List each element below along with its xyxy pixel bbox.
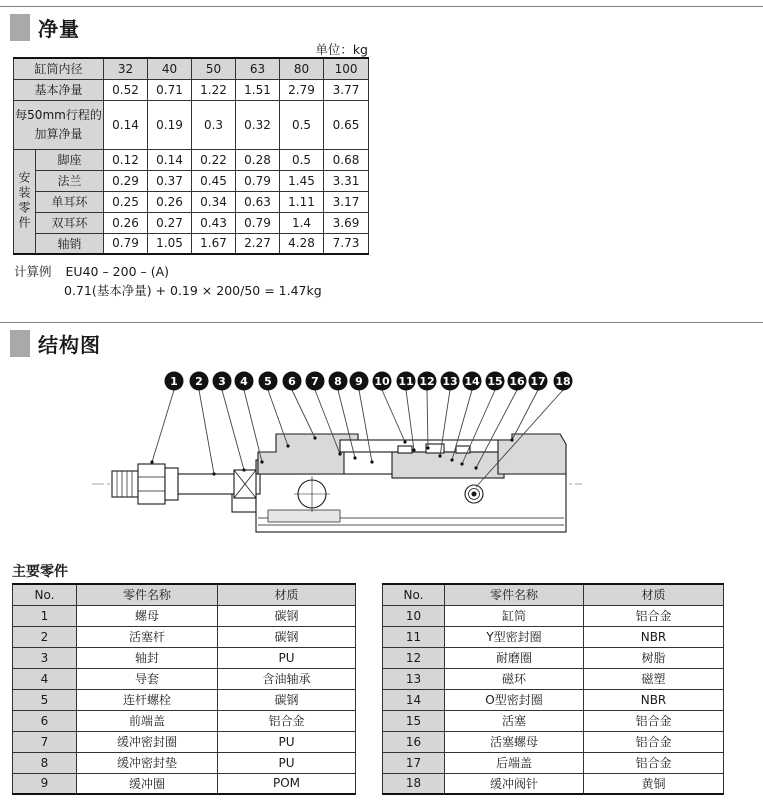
col-header-name: 零件名称 — [445, 584, 584, 605]
name-cell: 连杆螺栓 — [77, 689, 218, 710]
svg-text:18: 18 — [555, 375, 571, 388]
value-cell: 0.79 — [104, 233, 148, 254]
name-cell: 轴封 — [77, 647, 218, 668]
value-cell: 7.73 — [324, 233, 369, 254]
value-cell: 0.43 — [192, 212, 236, 233]
material-cell: 铝合金 — [584, 752, 724, 773]
material-cell: 碳钢 — [218, 605, 356, 626]
table-row — [13, 752, 356, 773]
svg-text:15: 15 — [487, 375, 503, 388]
name-cell: 缸筒 — [445, 605, 584, 626]
material-cell: PU — [218, 731, 356, 752]
row-label: 单耳环 — [36, 191, 104, 212]
name-cell: 前端盖 — [77, 710, 218, 731]
value-cell: 4.28 — [280, 233, 324, 254]
callout-2 — [190, 372, 216, 476]
table-row — [383, 668, 724, 689]
value-cell: 0.12 — [104, 149, 148, 170]
table-row — [13, 689, 356, 710]
bore-cell: 40 — [148, 58, 192, 79]
value-cell: 2.27 — [236, 233, 280, 254]
value-cell: 0.34 — [192, 191, 236, 212]
parts-table-right — [382, 583, 724, 795]
no-cell: 8 — [13, 752, 77, 773]
table-row — [383, 605, 724, 626]
rod-collar — [165, 468, 178, 500]
name-cell: 活塞杆 — [77, 626, 218, 647]
name-cell: 螺母 — [77, 605, 218, 626]
no-cell: 15 — [383, 710, 445, 731]
no-cell: 18 — [383, 773, 445, 794]
no-cell: 12 — [383, 647, 445, 668]
svg-text:11: 11 — [398, 375, 414, 388]
name-cell: 缓冲圈 — [77, 773, 218, 794]
value-cell: 0.26 — [104, 212, 148, 233]
svg-text:16: 16 — [509, 375, 525, 388]
svg-text:17: 17 — [530, 375, 546, 388]
calc-example-label: 计算例 — [14, 264, 52, 279]
row-label: 双耳环 — [36, 212, 104, 233]
table-row — [13, 668, 356, 689]
row-label-line1: 每50mm行程的 — [15, 107, 102, 122]
callout-1 — [150, 372, 183, 464]
table-row — [14, 233, 369, 254]
svg-text:6: 6 — [288, 375, 296, 388]
material-cell: 铝合金 — [584, 731, 724, 752]
callout-12 — [418, 372, 437, 450]
calc-example-formula: 0.71(基本净量) + 0.19 × 200/50 = 1.47kg — [64, 283, 322, 299]
value-cell: 0.19 — [148, 100, 192, 149]
value-cell: 0.14 — [148, 149, 192, 170]
material-cell: 碳钢 — [218, 626, 356, 647]
row-label: 法兰 — [36, 170, 104, 191]
calc-example — [14, 262, 322, 301]
piston-seal — [456, 446, 470, 453]
svg-text:10: 10 — [374, 375, 390, 388]
table-row — [383, 584, 724, 605]
section-title: 结构图 — [38, 333, 101, 357]
value-cell: 3.17 — [324, 191, 369, 212]
col-header-material: 材质 — [584, 584, 724, 605]
name-cell: 活塞 — [445, 710, 584, 731]
table-row — [14, 191, 369, 212]
table-row — [13, 647, 356, 668]
table-row — [13, 584, 356, 605]
value-cell: 1.67 — [192, 233, 236, 254]
cylinder-drawing — [112, 434, 566, 532]
parts-title: 主要零件 — [12, 564, 68, 580]
no-cell: 9 — [13, 773, 77, 794]
svg-text:3: 3 — [218, 375, 226, 388]
svg-text:14: 14 — [464, 375, 480, 388]
name-cell: 缓冲阀针 — [445, 773, 584, 794]
table-row — [383, 689, 724, 710]
calc-example-model: EU40 – 200 – (A) — [65, 264, 170, 279]
value-cell: 1.4 — [280, 212, 324, 233]
value-cell: 0.79 — [236, 212, 280, 233]
value-cell: 0.68 — [324, 149, 369, 170]
value-cell: 0.22 — [192, 149, 236, 170]
name-cell: 缓冲密封圈 — [77, 731, 218, 752]
table-row — [383, 647, 724, 668]
name-cell: 活塞螺母 — [445, 731, 584, 752]
material-cell: 黄铜 — [584, 773, 724, 794]
material-cell: PU — [218, 752, 356, 773]
table-row — [13, 773, 356, 794]
bore-cell: 80 — [280, 58, 324, 79]
material-cell: 铝合金 — [584, 710, 724, 731]
col-header-material: 材质 — [218, 584, 356, 605]
material-cell: 磁塑 — [584, 668, 724, 689]
no-cell: 13 — [383, 668, 445, 689]
svg-text:4: 4 — [240, 375, 248, 388]
no-cell: 6 — [13, 710, 77, 731]
no-cell: 1 — [13, 605, 77, 626]
rod-thread — [112, 471, 138, 497]
value-cell: 0.3 — [192, 100, 236, 149]
svg-text:1: 1 — [170, 375, 178, 388]
rod-nut — [138, 464, 165, 504]
col-header-no: No. — [13, 584, 77, 605]
value-cell: 1.11 — [280, 191, 324, 212]
value-cell: 2.79 — [280, 79, 324, 100]
no-cell: 2 — [13, 626, 77, 647]
no-cell: 11 — [383, 626, 445, 647]
mount-group-label: 安装零件 — [14, 149, 36, 254]
value-cell: 0.32 — [236, 100, 280, 149]
no-cell: 7 — [13, 731, 77, 752]
name-cell: 导套 — [77, 668, 218, 689]
value-cell: 0.29 — [104, 170, 148, 191]
section-marker — [10, 330, 30, 357]
bore-cell: 32 — [104, 58, 148, 79]
svg-text:9: 9 — [355, 375, 363, 388]
value-cell: 3.69 — [324, 212, 369, 233]
piston-seal — [398, 446, 412, 453]
no-cell: 17 — [383, 752, 445, 773]
top-rule — [0, 6, 763, 7]
value-cell: 0.27 — [148, 212, 192, 233]
name-cell: 耐磨圈 — [445, 647, 584, 668]
table-row — [383, 773, 724, 794]
material-cell: 树脂 — [584, 647, 724, 668]
table-row — [13, 731, 356, 752]
value-cell: 1.51 — [236, 79, 280, 100]
weight-table — [13, 57, 369, 255]
material-cell: PU — [218, 647, 356, 668]
no-cell: 3 — [13, 647, 77, 668]
table-row — [14, 79, 369, 100]
row-label-line2: 加算净量 — [34, 126, 83, 141]
table-row — [13, 626, 356, 647]
value-cell: 0.65 — [324, 100, 369, 149]
name-cell: Y型密封圈 — [445, 626, 584, 647]
bore-cell: 100 — [324, 58, 369, 79]
material-cell: 碳钢 — [218, 689, 356, 710]
no-cell: 14 — [383, 689, 445, 710]
value-cell: 0.63 — [236, 191, 280, 212]
svg-text:12: 12 — [419, 375, 435, 388]
parts-table-left — [12, 583, 356, 795]
rear-cover — [498, 434, 566, 474]
table-row — [13, 605, 356, 626]
table-row — [14, 149, 369, 170]
table-row — [383, 710, 724, 731]
name-cell: 缓冲密封垫 — [77, 752, 218, 773]
svg-text:13: 13 — [442, 375, 458, 388]
value-cell: 1.45 — [280, 170, 324, 191]
value-cell: 0.71 — [148, 79, 192, 100]
table-row — [14, 58, 369, 79]
table-row — [383, 626, 724, 647]
value-cell: 0.79 — [236, 170, 280, 191]
bore-header-cell: 缸筒内径 — [14, 58, 104, 79]
value-cell: 0.14 — [104, 100, 148, 149]
value-cell: 0.25 — [104, 191, 148, 212]
svg-text:7: 7 — [311, 375, 319, 388]
section-rule — [0, 322, 763, 323]
name-cell: 磁环 — [445, 668, 584, 689]
col-header-no: No. — [383, 584, 445, 605]
value-cell: 0.26 — [148, 191, 192, 212]
no-cell: 16 — [383, 731, 445, 752]
value-cell: 1.05 — [148, 233, 192, 254]
material-cell: NBR — [584, 626, 724, 647]
structure-diagram — [0, 365, 763, 580]
svg-text:2: 2 — [195, 375, 203, 388]
table-row — [383, 752, 724, 773]
value-cell: 3.77 — [324, 79, 369, 100]
no-cell: 5 — [13, 689, 77, 710]
row-label — [14, 100, 104, 149]
table-row — [14, 100, 369, 149]
unit-note: 单位：kg — [315, 42, 368, 57]
value-cell: 0.28 — [236, 149, 280, 170]
value-cell: 0.52 — [104, 79, 148, 100]
bore-cell: 50 — [192, 58, 236, 79]
no-cell: 4 — [13, 668, 77, 689]
section-title: 净量 — [38, 17, 80, 41]
name-cell: 后端盖 — [445, 752, 584, 773]
section-marker — [10, 14, 30, 41]
name-cell: O型密封圈 — [445, 689, 584, 710]
cushion-pocket — [268, 510, 340, 522]
value-cell: 0.37 — [148, 170, 192, 191]
col-header-name: 零件名称 — [77, 584, 218, 605]
svg-text:8: 8 — [334, 375, 342, 388]
value-cell: 3.31 — [324, 170, 369, 191]
value-cell: 0.45 — [192, 170, 236, 191]
value-cell: 0.5 — [280, 149, 324, 170]
row-label: 基本净量 — [14, 79, 104, 100]
section-header-net-weight — [10, 13, 80, 42]
value-cell: 1.22 — [192, 79, 236, 100]
value-cell: 0.5 — [280, 100, 324, 149]
material-cell: 含油轴承 — [218, 668, 356, 689]
table-row — [13, 710, 356, 731]
material-cell: 铝合金 — [218, 710, 356, 731]
row-label: 轴销 — [36, 233, 104, 254]
material-cell: NBR — [584, 689, 724, 710]
svg-text:5: 5 — [264, 375, 272, 388]
section-header-structure — [10, 329, 101, 358]
material-cell: POM — [218, 773, 356, 794]
material-cell: 铝合金 — [584, 605, 724, 626]
no-cell: 10 — [383, 605, 445, 626]
bore-cell: 63 — [236, 58, 280, 79]
table-row — [14, 212, 369, 233]
row-label: 脚座 — [36, 149, 104, 170]
table-row — [14, 170, 369, 191]
table-row — [383, 731, 724, 752]
